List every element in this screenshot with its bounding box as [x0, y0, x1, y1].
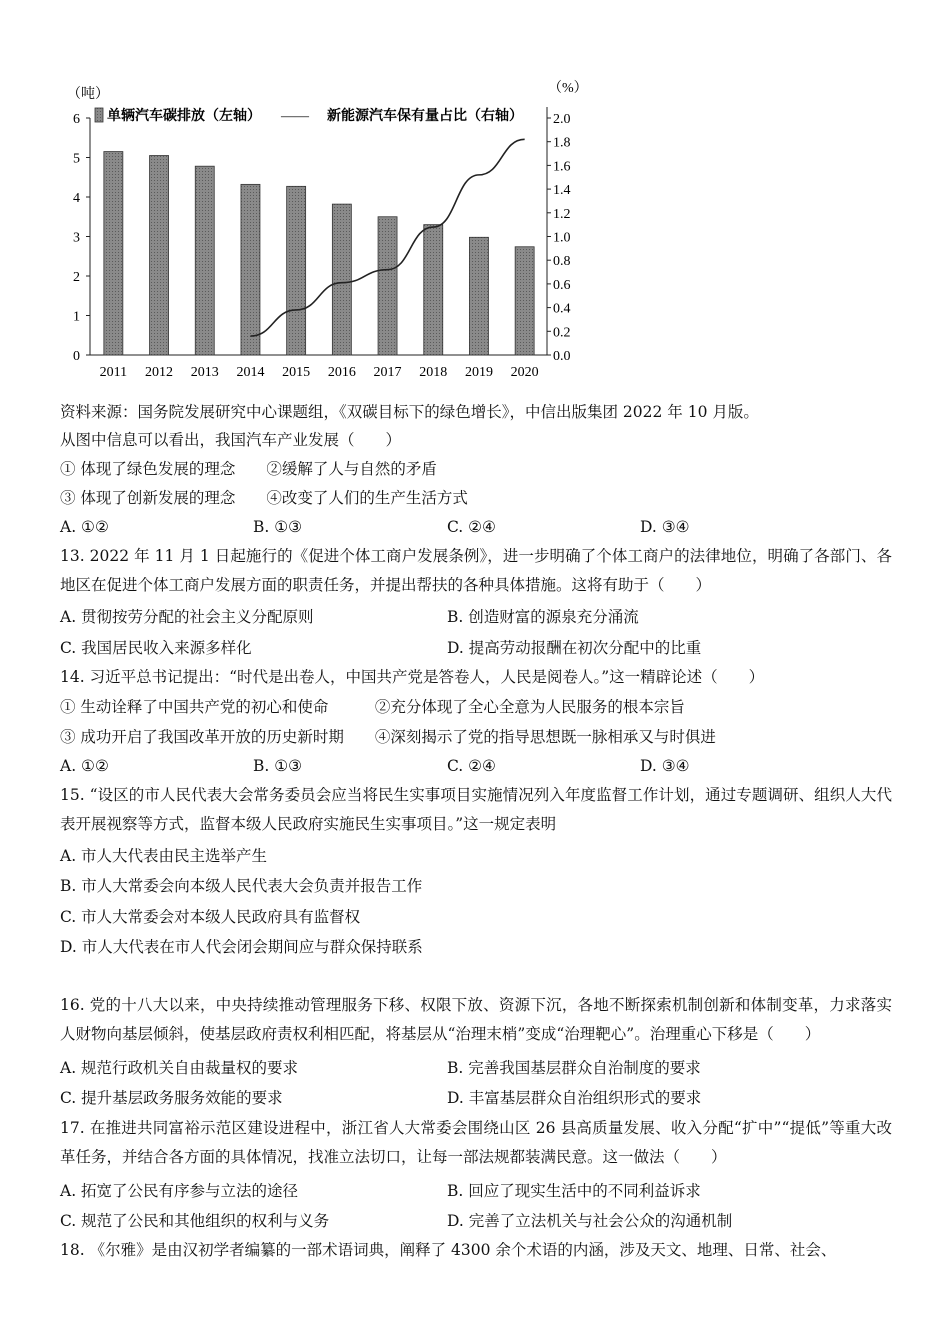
left-tick-label: 1	[73, 309, 80, 325]
right-tick-label: 1.4	[553, 183, 571, 199]
q15-stem: 15. “设区的市人民代表大会常务委员会应当将民生实事项目实施情况列入年度监督工作计划，通过专题调研、组织人大代表开展视察等方式，监督本级人民政府实施民生实事项目。”这一规定表明	[60, 786, 892, 833]
right-tick-label: 1.2	[553, 206, 571, 222]
x-tick-label-2014: 2014	[236, 365, 265, 380]
q13-stem: 13. 2022 年 11 月 1 日起施行的《促进个体工商户发展条例》，进一步明确了个体工商户的法律地位，明确了各部门、各地区在促进个体工商户发展方面的职责任务，并提出帮扶的各种具体措施。这将有助于（ ）	[60, 547, 892, 594]
bar-2018	[424, 225, 443, 355]
bar-2019	[469, 237, 488, 355]
q16-option-b: B. 完善我国基层群众自治制度的要求	[447, 1059, 701, 1077]
right-tick-label: 0.0	[553, 349, 571, 364]
q13-option-d: D. 提高劳动报酬在初次分配中的比重	[447, 639, 702, 657]
q12-option-d: D. ③④	[640, 518, 690, 536]
q12-statement-1: ① 体现了绿色发展的理念 ②缓解了人与自然的矛盾	[60, 460, 437, 478]
x-tick-label-2011: 2011	[99, 365, 128, 380]
q17-option-a: A. 拓宽了公民有序参与立法的途径	[60, 1182, 299, 1200]
q12-option-a: A. ①②	[60, 518, 109, 536]
x-tick-label-2020: 2020	[510, 365, 539, 380]
right-tick-label: 2.0	[553, 112, 571, 127]
q16-option-d: D. 丰富基层群众自治组织形式的要求	[447, 1089, 702, 1107]
q15-option-c: C. 市人大常委会对本级人民政府具有监督权	[60, 908, 361, 926]
bar-series	[104, 152, 534, 355]
q14-statement-1: ① 生动诠释了中国共产党的初心和使命 ②充分体现了全心全意为人民服务的根本宗旨	[60, 698, 685, 716]
q17-option-d: D. 完善了立法机关与社会公众的沟通机制	[447, 1212, 733, 1230]
left-tick-label: 3	[73, 230, 80, 246]
q17-stem: 17. 在推进共同富裕示范区建设进程中，浙江省人大常委会围绕山区 26 县高质量发展、收入分配“扩中”“提低”等重大改革任务，并结合各方面的具体情况，找准立法切口，让每一部法规都装满民意。这一做法（ ）	[60, 1119, 892, 1166]
right-axis-unit: （%）	[548, 81, 588, 96]
q12-stem: 从图中信息可以看出，我国汽车产业发展（ ）	[60, 431, 402, 449]
right-tick-label: 0.2	[553, 325, 571, 341]
right-tick-label: 1.0	[553, 230, 571, 246]
q14-option-d: D. ③④	[640, 757, 690, 775]
bar-2015	[287, 186, 306, 355]
left-tick-label: 6	[73, 112, 80, 127]
right-tick-label: 0.4	[553, 301, 571, 317]
q12-option-c: C. ②④	[447, 518, 496, 536]
legend-bar-swatch	[95, 108, 103, 122]
left-tick-label: 5	[73, 151, 80, 167]
q14-option-b: B. ①③	[253, 757, 303, 775]
x-tick-label-2013: 2013	[190, 365, 219, 380]
x-axis-labels	[100, 365, 539, 380]
bar-2012	[150, 156, 169, 355]
left-axis-ticks	[73, 112, 90, 364]
x-tick-label-2018: 2018	[419, 365, 448, 380]
left-tick-label: 2	[73, 270, 80, 285]
source-note: 资料来源：国务院发展研究中心课题组，《双碳目标下的绿色增长》，中信出版集团 2022 年 10 月版。	[60, 403, 759, 421]
right-tick-label: 0.6	[553, 277, 571, 293]
bar-2013	[195, 166, 214, 355]
q14-option-a: A. ①②	[60, 757, 109, 775]
left-axis-unit: （吨）	[67, 87, 109, 102]
left-tick-label: 0	[73, 349, 80, 364]
q14-statement-2: ③ 成功开启了我国改革开放的历史新时期 ④深刻揭示了党的指导思想既一脉相承又与时俱进	[60, 728, 716, 746]
q16-stem: 16. 党的十八大以来，中央持续推动管理服务下移、权限下放、资源下沉，各地不断探索机制创新和体制变革，力求落实人财物向基层倾斜，使基层政府责权利相匹配，将基层从“治理末梢”变成“治理靶心”。治理重心下移是（ ）	[60, 996, 892, 1043]
bar-2014	[241, 184, 260, 355]
bar-2011	[104, 152, 123, 355]
bar-line-chart	[55, 72, 595, 392]
q15-option-d: D. 市人大代表在市人代会闭会期间应与群众保持联系	[60, 938, 423, 956]
q14-stem: 14. 习近平总书记提出：“时代是出卷人，中国共产党是答卷人，人民是阅卷人。”这一精辟论述（ ）	[60, 668, 765, 686]
q13-option-c: C. 我国居民收入来源多样化	[60, 639, 252, 657]
bar-2017	[378, 217, 397, 355]
q13-option-b: B. 创造财富的源泉充分涌流	[447, 608, 639, 626]
x-tick-label-2012: 2012	[145, 365, 174, 380]
x-tick-label-2015: 2015	[282, 365, 311, 380]
right-tick-label: 0.8	[553, 254, 571, 270]
q12-option-b: B. ①③	[253, 518, 303, 536]
right-tick-label: 1.6	[553, 159, 571, 175]
right-tick-label: 1.8	[553, 135, 571, 151]
legend-line-dash: ——	[281, 109, 309, 124]
legend-line-label: 新能源汽车保有量占比（右轴）	[327, 109, 523, 124]
q17-option-b: B. 回应了现实生活中的不同利益诉求	[447, 1182, 701, 1200]
q16-option-c: C. 提升基层政务服务效能的要求	[60, 1089, 283, 1107]
q16-option-a: A. 规范行政机关自由裁量权的要求	[60, 1059, 299, 1077]
right-axis-ticks	[547, 112, 571, 364]
q18-stem: 18. 《尔雅》是由汉初学者编纂的一部术语词典，阐释了 4300 余个术语的内涵，涉及天文、地理、日常、社会、	[60, 1241, 837, 1259]
q15-option-b: B. 市人大常委会向本级人民代表大会负责并报告工作	[60, 877, 423, 895]
q15-option-a: A. 市人大代表由民主选举产生	[60, 847, 268, 865]
q14-option-c: C. ②④	[447, 757, 496, 775]
x-tick-label-2017: 2017	[373, 365, 402, 380]
q13-option-a: A. 贯彻按劳分配的社会主义分配原则	[60, 608, 314, 626]
x-tick-label-2019: 2019	[464, 365, 493, 380]
left-tick-label: 4	[73, 191, 80, 206]
q17-option-c: C. 规范了公民和其他组织的权利与义务	[60, 1212, 330, 1230]
bar-2016	[332, 204, 351, 355]
q12-statement-2: ③ 体现了创新发展的理念 ④改变了人们的生产生活方式	[60, 489, 468, 507]
legend-bar-label: 单辆汽车碳排放（左轴）	[107, 109, 261, 124]
bar-2020	[515, 247, 534, 355]
x-tick-label-2016: 2016	[327, 365, 356, 380]
